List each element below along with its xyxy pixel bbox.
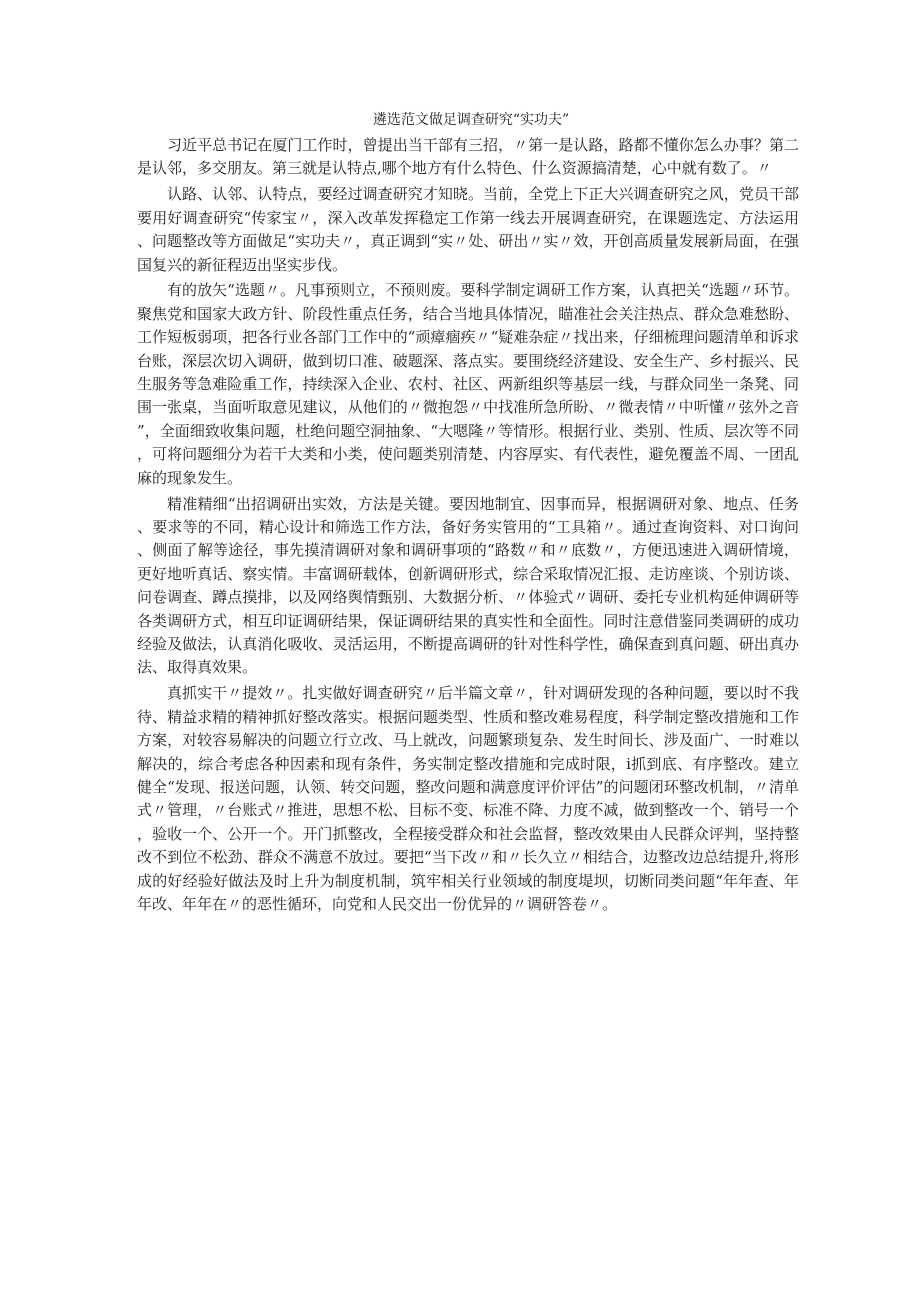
paragraph-overview: 认路、认邻、认特点，要经过调查研究才知晓。当前，全党上下正大兴调查研究之风，党员干部要用好调查研究“传家宝〃，深入改革发挥稳定工作第一线去开展调查研究，在课题选定、方法运用、问题整改等方面做足“实功夫〃，真正调到“实〃处、研出〃实〃效，开创高质量发展新局面，在强国复兴的新征程迈出坚实步伐。 [137, 185, 799, 274]
paragraph-rectification: 真抓实干〃提效〃。扎实做好调查研究〃后半篇文章〃，针对调研发现的各种问题，要以时不我待、精益求精的精神抓好整改落实。根据问题类型、性质和整改难易程度，科学制定整改措施和工作方案，对较容易解决的问题立行立改、马上就改，问题繁琐复杂、发生时间长、涉及面广、一时难以解决的，综合考虑各种因素和现有条件，务实制定整改措施和完成时限，i抓到底、有序整改。建立健全“发现、报送问题，认领、转交问题，整改问题和满意度评价评估”的问题闭环整改机制，〃清单式〃管理，〃台账式〃推进，思想不松、目标不变、标准不降、力度不减，做到整改一个、销号一个，验收一个、公开一个。开门抓整改，全程接受群众和社会监督，整改效果由人民群众评判，坚持整改不到位不松劲、群众不满意不放过。要把“当下改〃和〃长久立〃相结合，边整改边总结提升,将形成的好经验好做法及时上升为制度机制，筑牢相关行业领域的制度堤坝，切断同类问题“年年查、年年改、年年在〃的恶性循环，向党和人民交出一份优异的〃调研答卷〃。 [137, 684, 799, 913]
paragraph-intro: 习近平总书记在厦门工作时，曾提出当干部有三招，〃第一是认路，路都不懂你怎么办事？第二是认邻，多交朋友。第三就是认特点,哪个地方有什么特色、什么资源搞清楚，心中就有数了。〃 [137, 136, 799, 178]
paragraph-topic-selection: 有的放矢“选题〃。凡事预则立，不预则废。要科学制定调研工作方案，认真把关“选题〃环节。聚焦党和国家大政方针、阶段性重点任务，结合当地具体情况，瞄准社会关注热点、群众急难愁盼、工作短板弱项，把各行业各部门工作中的“顽瘴痼疾〃“疑难杂症〃找出来，仔细梳理问题清单和诉求台账，深层次切入调研，做到切口准、破题深、落点实。要围绕经济建设、安全生产、乡村振兴、民生服务等急难险重工作，持续深入企业、农村、社区、两新组织等基层一线，与群众同坐一条凳、同围一张桌，当面听取意见建议，从他们的〃微抱怨〃中找准所急所盼、〃微表情〃中听懂〃弦外之音”，全面细致收集问题，杜绝问题空洞抽象、“大嗯隆〃等情形。根据行业、类别、性质、层次等不同，可将问题细分为若干大类和小类，使问题类别清楚、内容厚实、有代表性，避免覆盖不周、一团乱麻的现象发生。 [137, 281, 799, 487]
document-body [137, 110, 799, 919]
document-title: 遴选范文做足调查研究“实功夫” [372, 112, 570, 128]
paragraph-methods: 精准精细“出招调研出实效，方法是关键。要因地制宜、因事而异，根据调研对象、地点、任务、要求等的不同，精心设计和筛选工作方法，备好务实管用的“工具箱〃。通过查询资料、对口询问、侧面了解等途径，事先摸清调研对象和调研事项的“路数〃和〃底数〃，方便迅速进入调研情境，更好地听真话、察实情。丰富调研载体，创新调研形式，综合采取情况汇报、走访座谈、个别访谈、问卷调查、蹲点摸排，以及网络舆情甄别、大数据分析、〃体验式〃调研、委托专业机构延伸调研等各类调研方式，相互印证调研结果，保证调研结果的真实性和全面性。同时注意借鉴同类调研的成功经验及做法，认真消化吸收、灵活运用，不断提高调研的针对性科学性，确保查到真问题、研出真办法、取得真效果。 [137, 494, 799, 677]
